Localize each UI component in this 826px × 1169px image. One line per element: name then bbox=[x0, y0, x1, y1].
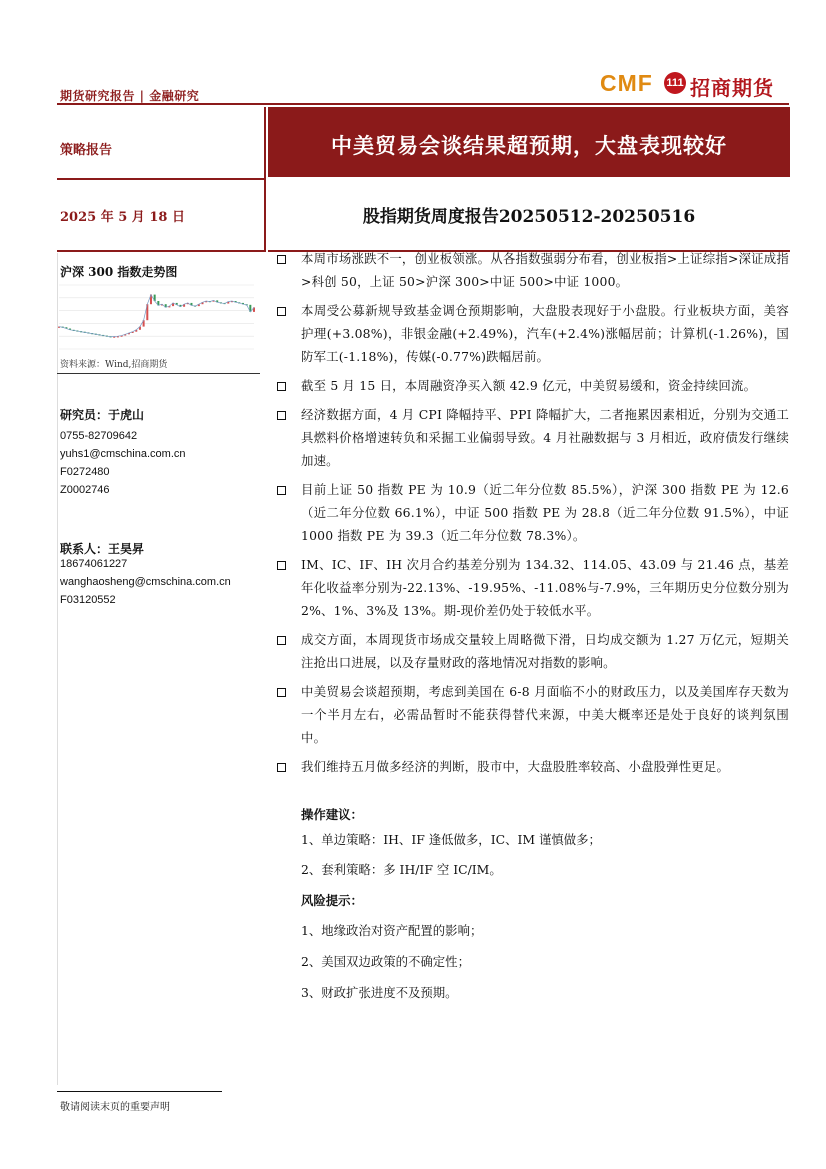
researcher-label: 研究员：于虎山 bbox=[60, 408, 145, 422]
bullet-text: 目前上证 50 指数 PE 为 10.9（近二年分位数 85.5%），沪深 300 指数 PE 为 12.6（近二年分位数 66.1%），中证 500 指数 PE 为 28.8（近二年分位数 91.5%），中证 1000 指数 PE 为 39.3（近二年分位数 78.3%）。 bbox=[301, 482, 789, 543]
bullet-text: 中美贸易会谈超预期，考虑到美国在 6-8 月面临不小的财政压力，以及美国库存天数为一个半月左右，必需品暂时不能获得替代来源，中美大概率还是处于良好的谈判氛围中。 bbox=[301, 684, 789, 745]
contact-phone: 18674061227 bbox=[60, 558, 128, 570]
report-date: 2025 年 5 月 18 日 bbox=[60, 210, 185, 225]
researcher-license-1: F0272480 bbox=[60, 466, 110, 478]
bullet-item bbox=[277, 478, 789, 547]
checkbox-bullet-icon bbox=[277, 636, 286, 645]
sidebar-separator-1 bbox=[57, 373, 260, 374]
bullet-text: 本周市场涨跌不一，创业板领涨。从各指数强弱分布看，创业板指>上证综指>深证成指>科创 50，上证 50>沪深 300>中证 500>中证 1000。 bbox=[301, 251, 789, 289]
index-trend-chart bbox=[57, 281, 260, 355]
checkbox-bullet-icon bbox=[277, 411, 286, 420]
bullet-text: 本周受公募新规导致基金调仓预期影响，大盘股表现好于小盘股。行业板块方面，美容护理(+3.08%)，非银金融(+2.49%)，汽车(+2.4%)涨幅居前；计算机(-1.26%)，国防军工(-1.18%)，传媒(-0.77%)跌幅居前。 bbox=[301, 303, 789, 364]
bullet-item bbox=[277, 628, 789, 674]
left-divider-1 bbox=[57, 178, 264, 180]
contact-label: 联系人：王昊昇 bbox=[60, 542, 145, 556]
risk-heading: 风险提示： bbox=[301, 893, 363, 908]
bullet-item bbox=[277, 755, 789, 778]
bullet-text: 成交方面，本周现货市场成交量较上周略微下滑，日均成交额为 1.27 万亿元，短期关注抢出口进展，以及存量财政的落地情况对指数的影响。 bbox=[301, 632, 789, 670]
risk-item-3: 3、财政扩张进度不及预期。 bbox=[301, 985, 458, 1000]
logo-badge-icon: 111 bbox=[664, 72, 686, 94]
bullet-item bbox=[277, 247, 789, 293]
bullet-text: 我们维持五月做多经济的判断，股市中，大盘股胜率较高、小盘股弹性更足。 bbox=[301, 759, 730, 774]
advice-heading: 操作建议： bbox=[301, 807, 363, 822]
bullet-text: 经济数据方面，4 月 CPI 降幅持平、PPI 降幅扩大，二者拖累因素相近，分别为交通工具燃料价格增速转负和采掘工业偏弱导致。4 月社融数据与 3 月相近，政府债发行继续加速。 bbox=[301, 407, 789, 468]
risk-item-1: 1、地缘政治对资产配置的影响； bbox=[301, 923, 483, 938]
advice-item-2: 2、套利策略：多 IH/IF 空 IC/IM。 bbox=[301, 862, 502, 877]
risk-item-2: 2、美国双边政策的不确定性； bbox=[301, 954, 470, 969]
header-divider bbox=[57, 103, 789, 105]
advice-item-1: 1、单边策略：IH、IF 逢低做多，IC、IM 谨慎做多； bbox=[301, 832, 601, 847]
checkbox-bullet-icon bbox=[277, 561, 286, 570]
checkbox-bullet-icon bbox=[277, 486, 286, 495]
checkbox-bullet-icon bbox=[277, 255, 286, 264]
bullet-item bbox=[277, 553, 789, 622]
chart-source: 资料来源：Wind,招商期货 bbox=[60, 360, 168, 370]
chart-series-line bbox=[59, 295, 254, 337]
checkbox-bullet-icon bbox=[277, 763, 286, 772]
checkbox-bullet-icon bbox=[277, 382, 286, 391]
bullet-item bbox=[277, 680, 789, 749]
sidebar-guide-line bbox=[57, 253, 58, 1085]
footer-divider bbox=[57, 1091, 222, 1092]
chart-title: 沪深 300 指数走势图 bbox=[60, 265, 178, 279]
company-logo bbox=[600, 68, 790, 100]
summary-bullets bbox=[277, 247, 789, 784]
footer-disclaimer: 敬请阅读末页的重要声明 bbox=[60, 1102, 170, 1113]
bullet-item bbox=[277, 374, 789, 397]
report-category: 策略报告 bbox=[60, 143, 113, 158]
checkbox-bullet-icon bbox=[277, 688, 286, 697]
left-divider-2 bbox=[57, 250, 264, 252]
logo-company-name: 招商期货 bbox=[690, 76, 774, 100]
bullet-text: 截至 5 月 15 日，本周融资净买入额 42.9 亿元，中美贸易缓和，资金持续回流。 bbox=[301, 378, 757, 393]
chart-svg bbox=[57, 281, 260, 355]
researcher-email[interactable]: yuhs1@cmschina.com.cn bbox=[60, 448, 186, 460]
contact-license: F03120552 bbox=[60, 594, 116, 606]
researcher-phone: 0755-82709642 bbox=[60, 430, 138, 442]
report-breadcrumb: 期货研究报告 | 金融研究 bbox=[60, 89, 200, 103]
header-vertical-divider bbox=[264, 107, 266, 252]
report-subtitle: 股指期货周度报告20250512-20250516 bbox=[362, 207, 696, 227]
bullet-item bbox=[277, 299, 789, 368]
report-title: 中美贸易会谈结果超预期，大盘表现较好 bbox=[331, 133, 727, 158]
contact-email[interactable]: wanghaosheng@cmschina.com.cn bbox=[60, 576, 231, 588]
checkbox-bullet-icon bbox=[277, 307, 286, 316]
researcher-license-2: Z0002746 bbox=[60, 484, 110, 496]
bullet-text: IM、IC、IF、IH 次月合约基差分别为 134.32、114.05、43.09 与 21.46 点，基差年化收益率分别为-22.13%、-19.95%、-11.08%与-7.9%，三年期历史分位数分别为 2%、1%、3%及 13%。期-现价差仍处于较低水平。 bbox=[301, 557, 789, 618]
logo-cmf-text: CMF bbox=[600, 70, 653, 96]
bullet-item bbox=[277, 403, 789, 472]
